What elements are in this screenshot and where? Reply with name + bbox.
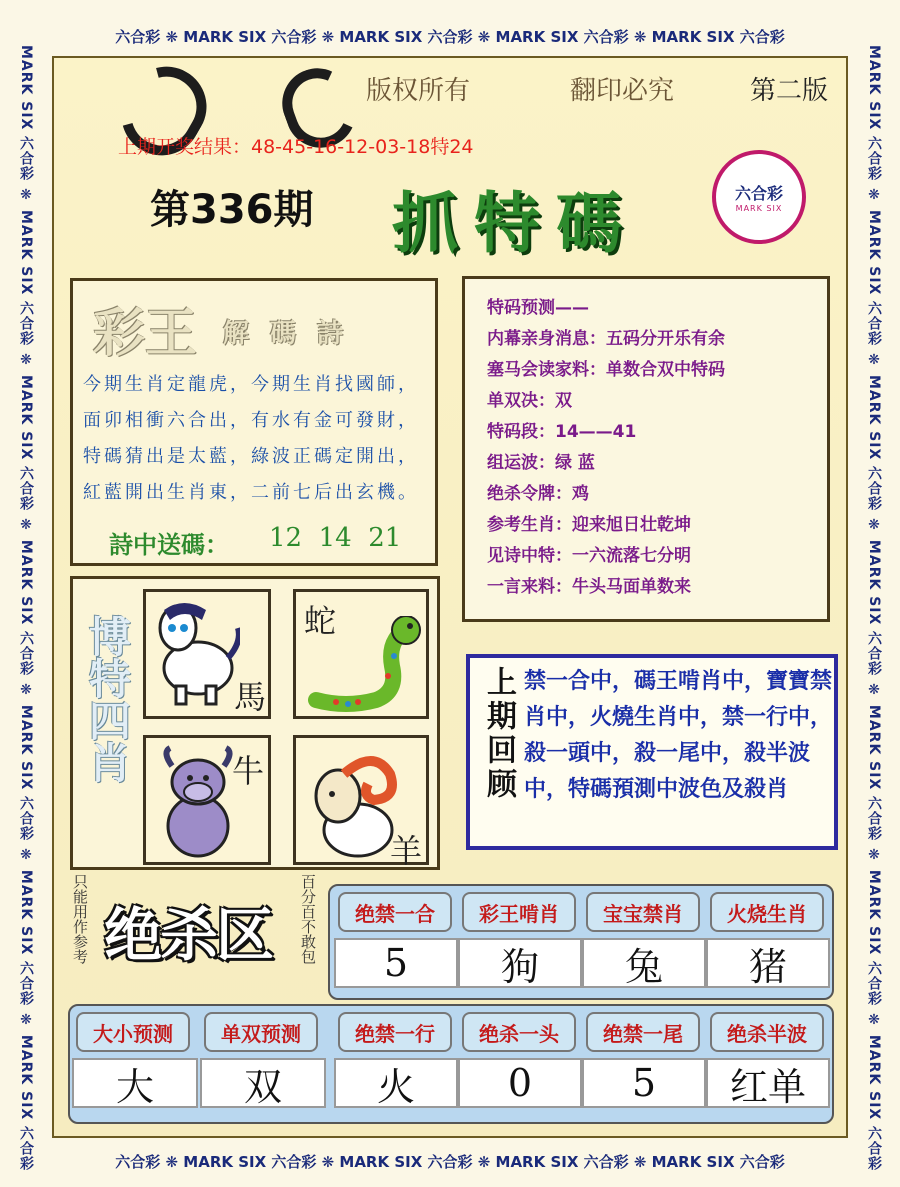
box-head: 大小预测 <box>76 1012 190 1052</box>
prediction-line: 见诗中特：一六流落七分明 <box>487 546 691 566</box>
edition-text: 第二版 <box>750 76 829 106</box>
box-value: 猪 <box>706 938 830 988</box>
kill-zone-left-note: 只能用作参考 <box>71 874 89 964</box>
zodiac-label: 蛇 <box>304 602 337 640</box>
prediction-line: 内幕亲身消息：五码分开乐有余 <box>487 329 725 349</box>
logo-subtext: MARK SIX <box>735 204 783 213</box>
prediction-line: 塞马会读家料：单数合双中特码 <box>487 360 725 380</box>
page-title: 抓特碼 <box>392 184 638 262</box>
box-head: 绝杀半波 <box>710 1012 824 1052</box>
top-border-text: 六合彩 ❋ MARK SIX 六合彩 ❋ MARK SIX 六合彩 ❋ MARK SIX 六合彩 ❋ MARK SIX 六合彩 <box>115 27 785 46</box>
prediction-lines <box>487 293 725 603</box>
prediction-panel <box>462 276 830 622</box>
zodiac-cell-snake <box>293 589 429 719</box>
box-head: 绝禁一合 <box>338 892 452 932</box>
poem-title-big: 彩王 <box>93 303 198 364</box>
mark-six-logo <box>712 150 806 244</box>
right-border-band <box>848 0 900 1187</box>
zodiac-cell-ox <box>143 735 271 865</box>
prediction-line: 特码预测—— <box>487 298 589 318</box>
box-value: 双 <box>200 1058 326 1108</box>
box-head: 绝禁一行 <box>338 1012 452 1052</box>
ox-icon <box>152 742 242 862</box>
prediction-line: 组运波：绿 蓝 <box>487 453 595 473</box>
horse-icon <box>154 598 240 708</box>
left-border-text: MARK SIX 六合彩 ❋ MARK SIX 六合彩 ❋ MARK SIX 六合彩 ❋ MARK SIX 六合彩 ❋ MARK SIX 六合彩 ❋ MARK SIX 六合彩 ❋ MARK SIX 六合彩 <box>18 45 34 1172</box>
zodiac-cell-horse <box>143 589 271 719</box>
main-card <box>52 56 848 1138</box>
box-value: 兔 <box>582 938 706 988</box>
four-zodiac-panel <box>70 576 440 870</box>
prediction-line: 单双决：双 <box>487 391 572 411</box>
kill-zone-title: 绝杀区 <box>104 901 273 969</box>
copyright-text: 版权所有 <box>366 76 471 106</box>
box-value: 狗 <box>458 938 582 988</box>
box-value: 红单 <box>706 1058 830 1108</box>
last-result: 上期开奖结果：48-45-16-12-03-18特24 <box>118 136 474 158</box>
gift-label: 詩中送碼： <box>109 531 229 559</box>
box-head: 单双预测 <box>204 1012 318 1052</box>
right-border-text: MARK SIX 六合彩 ❋ MARK SIX 六合彩 ❋ MARK SIX 六合彩 ❋ MARK SIX 六合彩 ❋ MARK SIX 六合彩 ❋ MARK SIX 六合彩 ❋ MARK SIX 六合彩 <box>866 45 882 1172</box>
box-head: 绝杀一头 <box>462 1012 576 1052</box>
box-head: 火烧生肖 <box>710 892 824 932</box>
box-value: 5 <box>334 938 458 988</box>
box-head: 绝禁一尾 <box>586 1012 700 1052</box>
zodiac-label: 馬 <box>234 678 267 716</box>
zodiac-label: 牛 <box>232 752 265 790</box>
kill-zone-right-note: 百分百不敢包 <box>299 874 317 964</box>
prediction-line: 参考生肖：迎来旭日壮乾坤 <box>487 515 691 535</box>
review-title: 上期回顾 <box>481 666 516 802</box>
prediction-line: 特码段：14——41 <box>487 422 637 442</box>
bottom-border-band <box>0 1135 900 1187</box>
left-border-band <box>0 0 52 1187</box>
snake-icon <box>306 616 424 714</box>
box-value: 火 <box>334 1058 458 1108</box>
four-zodiac-title: 博特四肖 <box>83 615 132 783</box>
box-value: 大 <box>72 1058 198 1108</box>
prediction-line: 一言来料：牛头马面单数来 <box>487 577 691 597</box>
box-value: 0 <box>458 1058 582 1108</box>
box-head: 彩王啃肖 <box>462 892 576 932</box>
poem-lines <box>83 367 433 511</box>
poem-title-small: 解 碼 詩 <box>223 319 350 349</box>
poem-line: 面卯相衝六合出，有水有金可發財， <box>83 410 419 431</box>
gift-numbers: 12 14 21 <box>269 523 402 553</box>
review-text: 禁一合中，碼王啃肖中，寶寶禁肖中，火燒生肖中，禁一行中，殺一頭中，殺一尾中，殺半波中，特碼預測中波色及殺肖 <box>524 669 833 802</box>
no-copy-text: 翻印必究 <box>570 76 675 106</box>
bottom-border-text: 六合彩 ❋ MARK SIX 六合彩 ❋ MARK SIX 六合彩 ❋ MARK SIX 六合彩 ❋ MARK SIX 六合彩 <box>115 1152 785 1171</box>
prediction-line: 绝杀令牌：鸡 <box>487 484 589 504</box>
poem-line: 紅藍開出生肖東，二前七后出玄機。 <box>83 482 419 503</box>
box-value: 5 <box>582 1058 706 1108</box>
box-head: 宝宝禁肖 <box>586 892 700 932</box>
ram-icon <box>304 744 404 862</box>
zodiac-label: 羊 <box>390 832 423 870</box>
logo-text: 六合彩 <box>734 184 783 203</box>
review-panel <box>466 654 838 850</box>
poem-line: 今期生肖定龍虎，今期生肖找國師， <box>83 374 419 395</box>
poem-panel <box>70 278 438 566</box>
issue-number: 第336期 <box>150 187 314 233</box>
zodiac-cell-ram <box>293 735 429 870</box>
poem-line: 特碼猜出是太藍，綠波正碼定開出， <box>83 446 419 467</box>
